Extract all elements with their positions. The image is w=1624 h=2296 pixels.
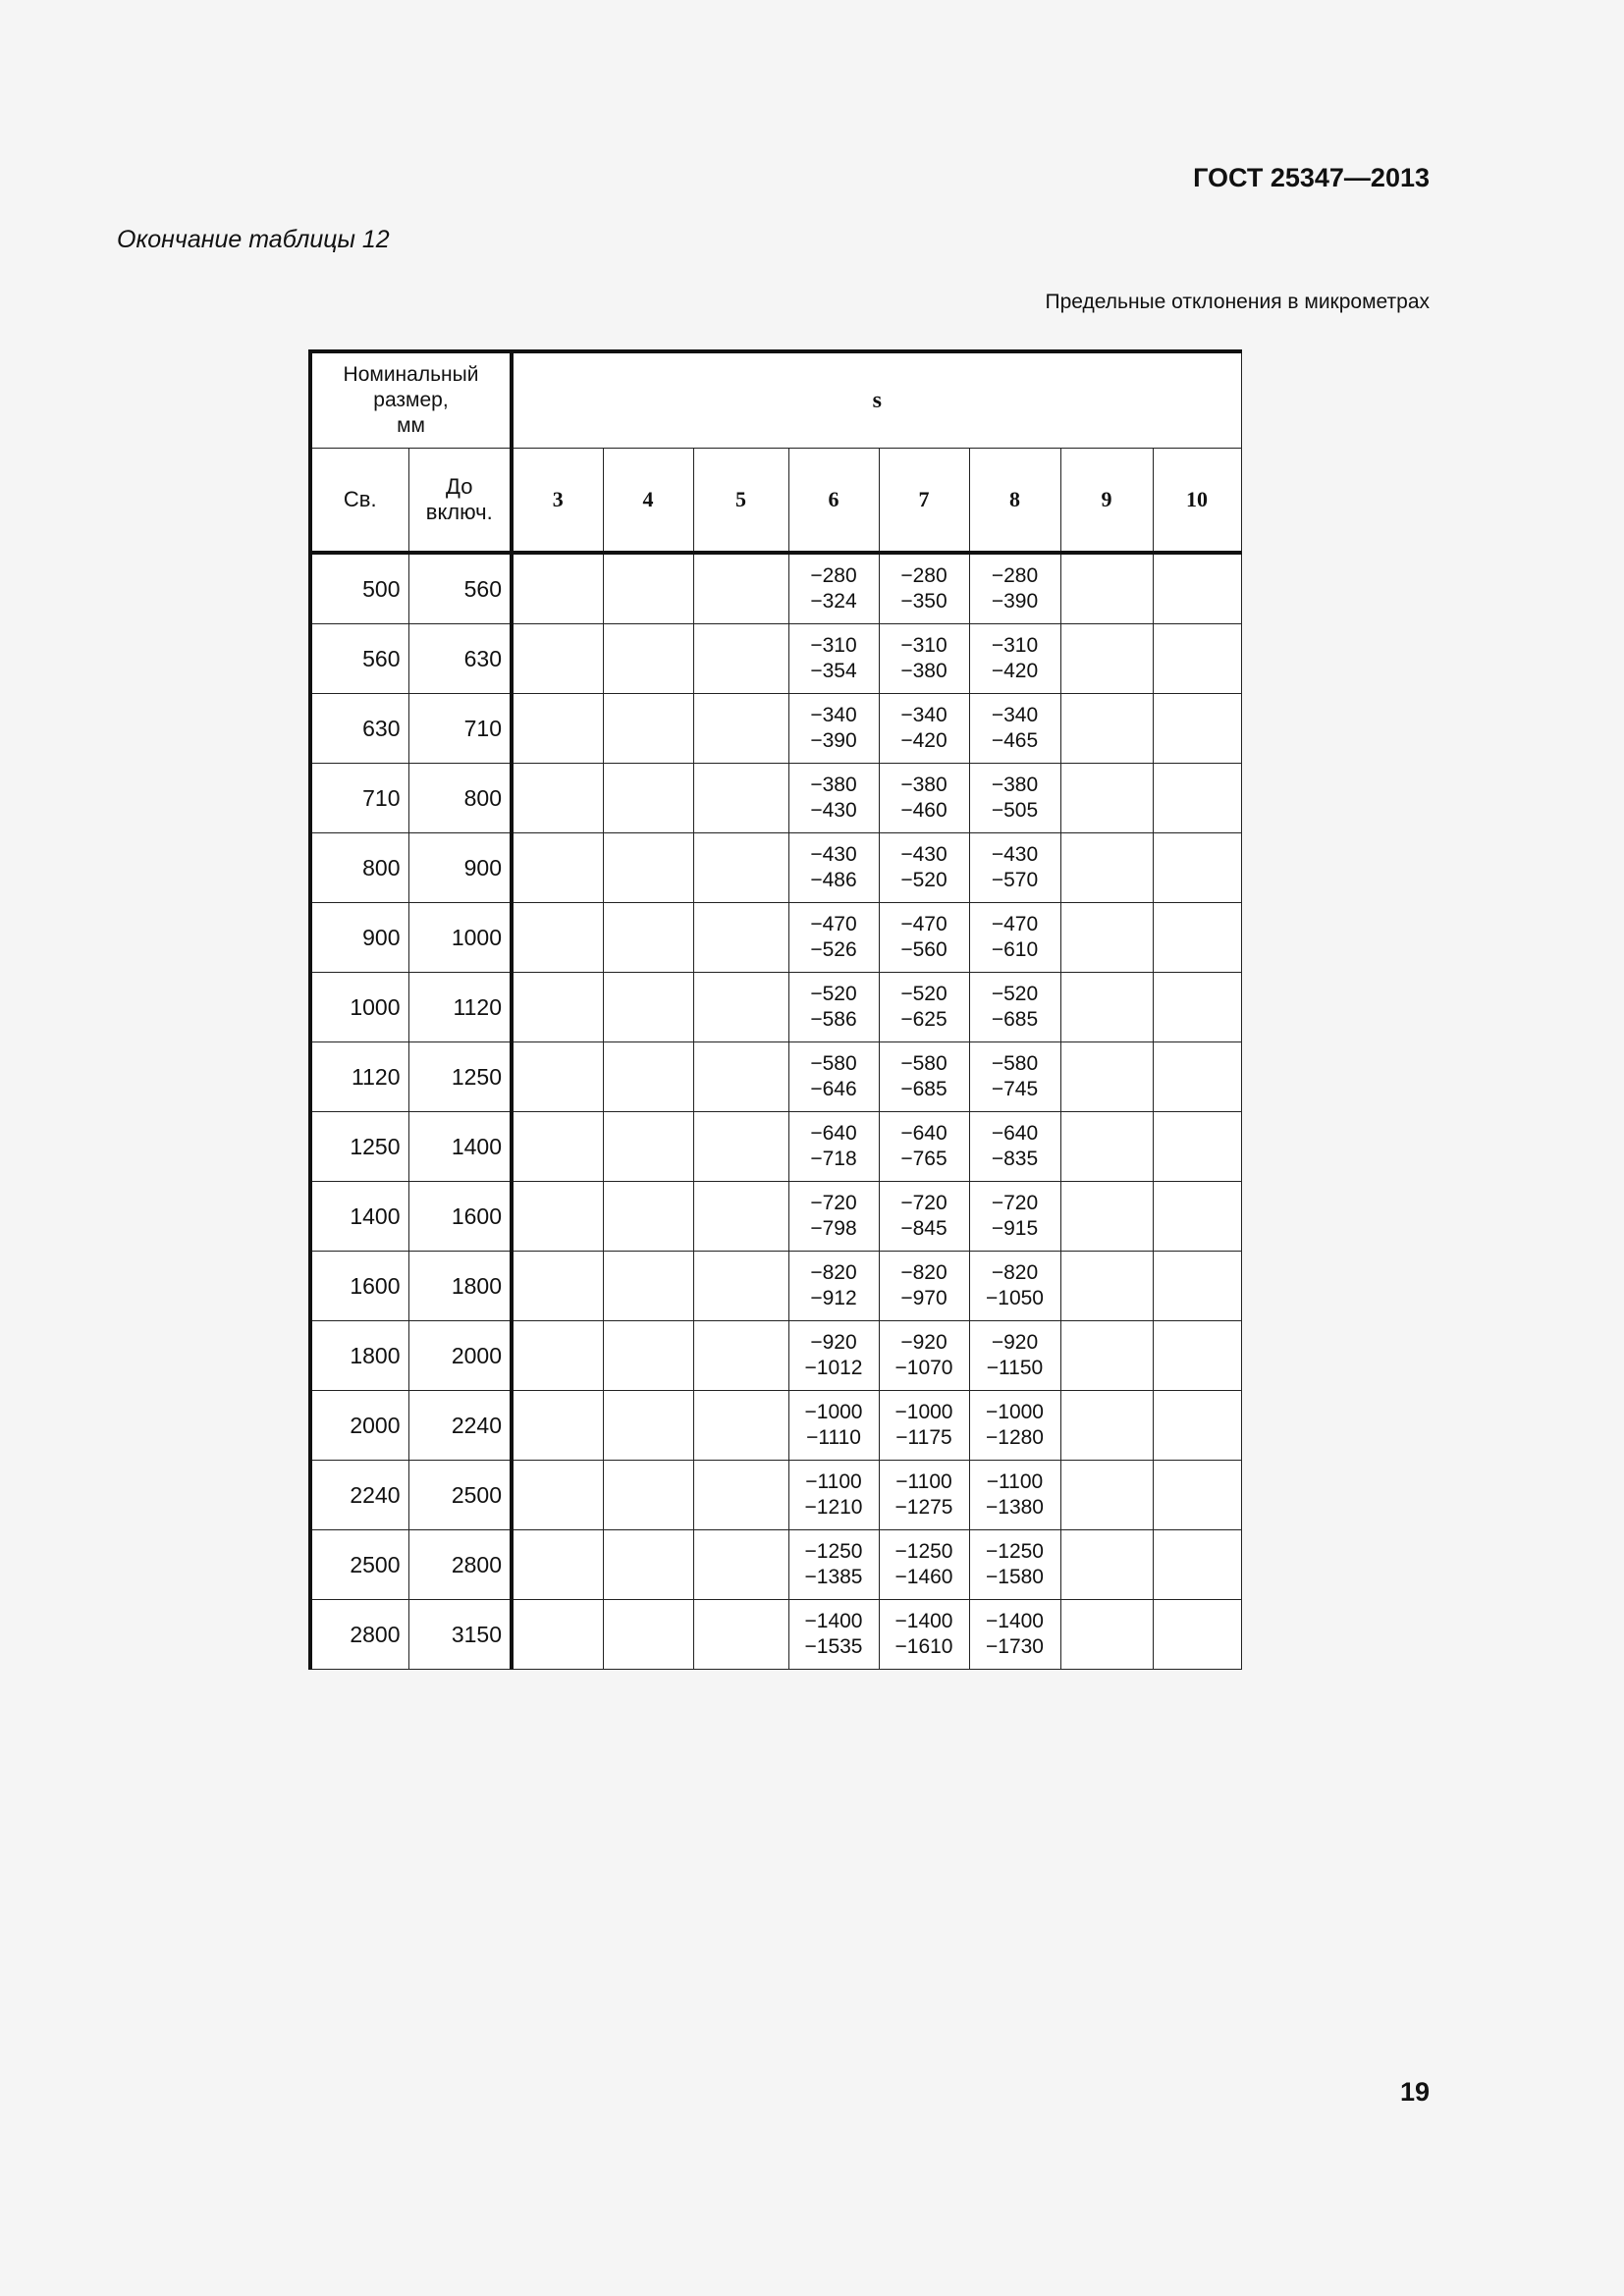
size-upto-cell: 1400 [408,1112,512,1182]
lower-deviation: −610 [991,938,1039,961]
deviation-cell-grade-10 [1153,1461,1241,1530]
deviation-cell-grade-7 [879,1112,969,1182]
deviation-cell-grade-5 [693,624,788,694]
deviation-cell-grade-5 [693,553,788,624]
deviation-cell-grade-3 [512,764,603,833]
deviation-cell-grade-8 [969,624,1060,694]
lower-deviation: −465 [991,729,1039,752]
deviation-cell-grade-8 [969,973,1060,1042]
upper-deviation: −340 [810,704,857,726]
table-row [310,1530,1241,1600]
size-upto-cell: 1250 [408,1042,512,1112]
deviation-cell-grade-3 [512,1252,603,1321]
deviation-cell-grade-7 [879,764,969,833]
upper-deviation: −310 [991,634,1039,657]
upper-deviation: −380 [900,774,947,796]
lower-deviation: −526 [810,938,857,961]
deviation-cell-grade-7 [879,694,969,764]
deviation-cell-grade-4 [603,1461,693,1530]
upper-deviation: −580 [991,1052,1039,1075]
deviation-cell-grade-7 [879,1530,969,1600]
lower-deviation: −1275 [894,1496,953,1519]
deviation-cell-grade-8 [969,1391,1060,1461]
size-over-cell: 1000 [310,973,408,1042]
table-row [310,973,1241,1042]
deviation-cell-grade-6 [788,1042,879,1112]
upper-deviation: −280 [991,564,1039,587]
upper-deviation: −520 [810,983,857,1005]
deviation-cell-grade-9 [1060,1112,1153,1182]
table-row [310,1112,1241,1182]
deviation-cell-grade-3 [512,1600,603,1670]
upper-deviation: −580 [810,1052,857,1075]
deviation-cell-grade-4 [603,694,693,764]
deviation-cell-grade-7 [879,1321,969,1391]
deviation-cell-grade-10 [1153,903,1241,973]
over-header: Св. [310,449,408,554]
deviation-cell-grade-5 [693,1461,788,1530]
grade-header-10: 10 [1153,449,1241,554]
deviation-cell-grade-7 [879,903,969,973]
deviation-cell-grade-10 [1153,1112,1241,1182]
deviation-cell-grade-9 [1060,1182,1153,1252]
upper-deviation: −1100 [805,1470,862,1493]
lower-deviation: −350 [900,590,947,613]
deviation-cell-grade-10 [1153,1182,1241,1252]
deviation-cell-grade-6 [788,1182,879,1252]
deviation-cell-grade-4 [603,1321,693,1391]
deviation-cell-grade-5 [693,903,788,973]
deviation-cell-grade-3 [512,624,603,694]
size-over-cell: 1250 [310,1112,408,1182]
size-over-cell: 2500 [310,1530,408,1600]
deviation-cell-grade-7 [879,1042,969,1112]
size-over-cell: 800 [310,833,408,903]
deviation-cell-grade-8 [969,1042,1060,1112]
size-upto-cell: 900 [408,833,512,903]
deviation-cell-grade-9 [1060,903,1153,973]
deviation-cell-grade-9 [1060,1391,1153,1461]
lower-deviation: −798 [810,1217,857,1240]
deviation-cell-grade-7 [879,1182,969,1252]
upper-deviation: −470 [810,913,857,935]
deviation-cell-grade-3 [512,1461,603,1530]
lower-deviation: −1380 [986,1496,1044,1519]
upper-deviation: −430 [900,843,947,866]
deviation-cell-grade-3 [512,694,603,764]
lower-deviation: −835 [991,1148,1039,1170]
deviation-cell-grade-10 [1153,1391,1241,1461]
upper-deviation: −580 [900,1052,947,1075]
upper-deviation: −920 [810,1331,857,1354]
deviation-cell-grade-8 [969,1182,1060,1252]
nominal-size-header: Номинальный размер, мм [310,351,512,449]
table-row [310,624,1241,694]
deviation-cell-grade-6 [788,553,879,624]
deviation-cell-grade-5 [693,1042,788,1112]
lower-deviation: −560 [900,938,947,961]
upper-deviation: −1000 [986,1401,1044,1423]
deviation-cell-grade-5 [693,973,788,1042]
deviation-cell-grade-6 [788,1461,879,1530]
upper-deviation: −640 [991,1122,1039,1145]
size-upto-cell: 2500 [408,1461,512,1530]
lower-deviation: −380 [900,660,947,682]
deviation-cell-grade-9 [1060,1600,1153,1670]
deviation-cell-grade-4 [603,624,693,694]
upper-deviation: −640 [900,1122,947,1145]
size-upto-cell: 1800 [408,1252,512,1321]
page-number: 19 [1399,2077,1430,2107]
deviation-cell-grade-10 [1153,1252,1241,1321]
lower-deviation: −505 [991,799,1039,822]
deviation-cell-grade-10 [1153,624,1241,694]
deviation-cell-grade-3 [512,1182,603,1252]
lower-deviation: −390 [810,729,857,752]
deviation-cell-grade-3 [512,1321,603,1391]
deviation-cell-grade-4 [603,1391,693,1461]
upper-deviation: −1250 [804,1540,863,1563]
lower-deviation: −1210 [804,1496,863,1519]
deviation-cell-grade-5 [693,1182,788,1252]
upper-deviation: −1400 [986,1610,1044,1632]
deviation-cell-grade-3 [512,1391,603,1461]
size-upto-cell: 1120 [408,973,512,1042]
deviation-cell-grade-4 [603,1600,693,1670]
upper-deviation: −280 [900,564,947,587]
lower-deviation: −912 [810,1287,857,1309]
lower-deviation: −646 [810,1078,857,1100]
deviation-cell-grade-4 [603,903,693,973]
size-upto-cell: 2800 [408,1530,512,1600]
upper-deviation: −470 [900,913,947,935]
lower-deviation: −765 [900,1148,947,1170]
deviation-cell-grade-3 [512,903,603,973]
deviation-cell-grade-10 [1153,833,1241,903]
table-row [310,1182,1241,1252]
deviation-cell-grade-9 [1060,764,1153,833]
grade-header-4: 4 [603,449,693,554]
deviation-cell-grade-5 [693,694,788,764]
upper-deviation: −1400 [804,1610,863,1632]
deviation-cell-grade-8 [969,1461,1060,1530]
deviation-cell-grade-4 [603,833,693,903]
deviation-cell-grade-9 [1060,624,1153,694]
size-over-cell: 2240 [310,1461,408,1530]
grade-header-3: 3 [512,449,603,554]
deviation-cell-grade-5 [693,1600,788,1670]
deviation-cell-grade-7 [879,1461,969,1530]
upper-deviation: −1000 [894,1401,953,1423]
table-row [310,1042,1241,1112]
table-row [310,1391,1241,1461]
lower-deviation: −1050 [986,1287,1044,1309]
deviation-cell-grade-9 [1060,694,1153,764]
table-caption: Окончание таблицы 12 [117,226,390,253]
grade-header-6: 6 [788,449,879,554]
deviation-cell-grade-5 [693,764,788,833]
deviation-cell-grade-7 [879,1252,969,1321]
deviation-cell-grade-9 [1060,833,1153,903]
upper-deviation: −1250 [894,1540,953,1563]
table-row [310,833,1241,903]
deviation-cell-grade-10 [1153,1042,1241,1112]
size-upto-cell: 2000 [408,1321,512,1391]
deviation-cell-grade-9 [1060,553,1153,624]
lower-deviation: −570 [991,869,1039,891]
size-over-cell: 1600 [310,1252,408,1321]
deviation-cell-grade-3 [512,553,603,624]
deviation-cell-grade-3 [512,1042,603,1112]
lower-deviation: −354 [810,660,857,682]
upper-deviation: −720 [810,1192,857,1214]
lower-deviation: −745 [991,1078,1039,1100]
table-row [310,1321,1241,1391]
size-over-cell: 710 [310,764,408,833]
deviation-cell-grade-10 [1153,1321,1241,1391]
deviation-cell-grade-4 [603,553,693,624]
deviation-cell-grade-6 [788,1600,879,1670]
lower-deviation: −520 [900,869,947,891]
deviation-cell-grade-10 [1153,764,1241,833]
size-upto-cell: 800 [408,764,512,833]
deviation-cell-grade-8 [969,1321,1060,1391]
table-row [310,764,1241,833]
table-row [310,553,1241,624]
upper-deviation: −430 [991,843,1039,866]
deviation-cell-grade-9 [1060,1042,1153,1112]
deviation-cell-grade-6 [788,1321,879,1391]
deviation-cell-grade-7 [879,833,969,903]
upper-deviation: −310 [900,634,947,657]
table-body [310,553,1241,1670]
lower-deviation: −1280 [986,1426,1044,1449]
lower-deviation: −390 [991,590,1039,613]
upper-deviation: −820 [900,1261,947,1284]
lower-deviation: −845 [900,1217,947,1240]
upper-deviation: −820 [991,1261,1039,1284]
lower-deviation: −1110 [806,1426,861,1449]
deviation-cell-grade-10 [1153,1530,1241,1600]
deviation-cell-grade-8 [969,764,1060,833]
size-over-cell: 900 [310,903,408,973]
size-over-cell: 2000 [310,1391,408,1461]
size-over-cell: 560 [310,624,408,694]
size-over-cell: 630 [310,694,408,764]
deviation-cell-grade-8 [969,1600,1060,1670]
upper-deviation: −380 [991,774,1039,796]
grade-header-8: 8 [969,449,1060,554]
size-over-cell: 1120 [310,1042,408,1112]
deviation-cell-grade-5 [693,1321,788,1391]
tolerance-field-header: s [512,351,1241,449]
deviation-cell-grade-6 [788,1530,879,1600]
deviation-cell-grade-6 [788,903,879,973]
size-upto-cell: 560 [408,553,512,624]
lower-deviation: −420 [900,729,947,752]
lower-deviation: −1460 [894,1566,953,1588]
deviation-cell-grade-7 [879,624,969,694]
lower-deviation: −324 [810,590,857,613]
deviation-cell-grade-5 [693,1530,788,1600]
deviation-cell-grade-7 [879,973,969,1042]
deviation-cell-grade-4 [603,764,693,833]
deviation-cell-grade-9 [1060,1321,1153,1391]
deviation-cell-grade-6 [788,624,879,694]
table-row [310,1252,1241,1321]
deviation-cell-grade-3 [512,1530,603,1600]
deviation-cell-grade-10 [1153,553,1241,624]
lower-deviation: −1385 [804,1566,863,1588]
deviation-cell-grade-6 [788,1391,879,1461]
upper-deviation: −340 [900,704,947,726]
upper-deviation: −640 [810,1122,857,1145]
deviation-cell-grade-6 [788,1252,879,1321]
lower-deviation: −1730 [986,1635,1044,1658]
deviation-cell-grade-8 [969,833,1060,903]
lower-deviation: −430 [810,799,857,822]
upper-deviation: −520 [900,983,947,1005]
deviation-cell-grade-4 [603,1252,693,1321]
lower-deviation: −1150 [986,1357,1044,1379]
upper-deviation: −340 [991,704,1039,726]
deviation-cell-grade-4 [603,973,693,1042]
upper-deviation: −380 [810,774,857,796]
lower-deviation: −685 [991,1008,1039,1031]
lower-deviation: −685 [900,1078,947,1100]
deviation-cell-grade-7 [879,553,969,624]
upper-deviation: −1400 [894,1610,953,1632]
lower-deviation: −1012 [804,1357,863,1379]
grade-header-9: 9 [1060,449,1153,554]
upper-deviation: −820 [810,1261,857,1284]
deviation-cell-grade-9 [1060,1461,1153,1530]
deviation-cell-grade-8 [969,1112,1060,1182]
upper-deviation: −310 [810,634,857,657]
table-row [310,1600,1241,1670]
deviation-cell-grade-5 [693,833,788,903]
deviation-cell-grade-3 [512,973,603,1042]
deviation-cell-grade-6 [788,1112,879,1182]
deviation-cell-grade-10 [1153,973,1241,1042]
deviation-cell-grade-7 [879,1391,969,1461]
lower-deviation: −1610 [894,1635,953,1658]
size-over-cell: 2800 [310,1600,408,1670]
size-upto-cell: 710 [408,694,512,764]
deviation-cell-grade-8 [969,553,1060,624]
upper-deviation: −430 [810,843,857,866]
table-row [310,1461,1241,1530]
tolerance-table [308,349,1242,1670]
upper-deviation: −720 [900,1192,947,1214]
size-over-cell: 500 [310,553,408,624]
lower-deviation: −460 [900,799,947,822]
lower-deviation: −1070 [894,1357,953,1379]
deviation-cell-grade-4 [603,1530,693,1600]
deviation-cell-grade-8 [969,1530,1060,1600]
deviation-cell-grade-5 [693,1112,788,1182]
grade-header-5: 5 [693,449,788,554]
deviation-cell-grade-9 [1060,1530,1153,1600]
deviation-cell-grade-4 [603,1042,693,1112]
lower-deviation: −718 [810,1148,857,1170]
deviation-cell-grade-8 [969,1252,1060,1321]
upper-deviation: −1250 [986,1540,1044,1563]
upper-deviation: −1100 [895,1470,952,1493]
size-upto-cell: 3150 [408,1600,512,1670]
lower-deviation: −625 [900,1008,947,1031]
deviation-cell-grade-6 [788,833,879,903]
lower-deviation: −915 [991,1217,1039,1240]
lower-deviation: −1580 [986,1566,1044,1588]
upto-header: До включ. [408,449,512,554]
grade-header-7: 7 [879,449,969,554]
size-upto-cell: 2240 [408,1391,512,1461]
deviation-cell-grade-9 [1060,973,1153,1042]
lower-deviation: −970 [900,1287,947,1309]
upper-deviation: −920 [900,1331,947,1354]
lower-deviation: −586 [810,1008,857,1031]
deviation-cell-grade-4 [603,1112,693,1182]
lower-deviation: −1535 [804,1635,863,1658]
lower-deviation: −420 [991,660,1039,682]
deviation-cell-grade-8 [969,694,1060,764]
lower-deviation: −486 [810,869,857,891]
upper-deviation: −1100 [986,1470,1044,1493]
deviation-cell-grade-10 [1153,1600,1241,1670]
deviation-cell-grade-9 [1060,1252,1153,1321]
size-over-cell: 1400 [310,1182,408,1252]
deviation-cell-grade-8 [969,903,1060,973]
upper-deviation: −720 [991,1192,1039,1214]
size-over-cell: 1800 [310,1321,408,1391]
deviation-cell-grade-6 [788,764,879,833]
deviation-cell-grade-4 [603,1182,693,1252]
table-row [310,903,1241,973]
deviation-cell-grade-6 [788,973,879,1042]
deviation-cell-grade-3 [512,833,603,903]
table-row [310,694,1241,764]
size-upto-cell: 1000 [408,903,512,973]
deviation-cell-grade-5 [693,1391,788,1461]
deviation-cell-grade-3 [512,1112,603,1182]
lower-deviation: −1175 [895,1426,952,1449]
size-upto-cell: 1600 [408,1182,512,1252]
document-id: ГОСТ 25347—2013 [1193,163,1430,192]
upper-deviation: −520 [991,983,1039,1005]
size-upto-cell: 630 [408,624,512,694]
deviation-cell-grade-5 [693,1252,788,1321]
deviation-cell-grade-10 [1153,694,1241,764]
upper-deviation: −1000 [804,1401,863,1423]
upper-deviation: −920 [991,1331,1039,1354]
upper-deviation: −280 [810,564,857,587]
deviation-cell-grade-7 [879,1600,969,1670]
upper-deviation: −470 [991,913,1039,935]
units-note: Предельные отклонения в микрометрах [1045,291,1430,313]
deviation-cell-grade-6 [788,694,879,764]
